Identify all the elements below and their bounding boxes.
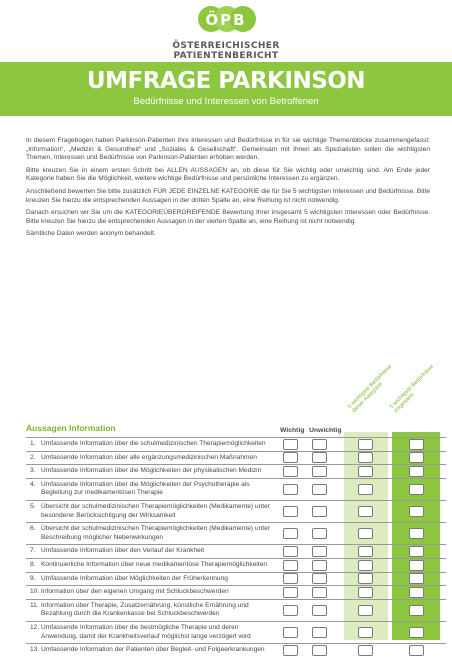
overall-top5-checkbox[interactable] [409, 528, 424, 539]
category-top5-checkbox[interactable] [358, 484, 373, 495]
row-text: Umfassende Information über die bestmögliche Therapie und deren Anwendung, damit der Krankheitsverlauf möglichst lange verzögert wird [41, 623, 251, 640]
overall-top5-checkbox[interactable] [409, 466, 424, 477]
wichtig-checkbox[interactable] [283, 627, 298, 638]
overall-top5-checkbox[interactable] [409, 506, 424, 517]
survey-table [26, 363, 446, 654]
row-text: Umfassende Information über alle ergänzungsmedizinischen Maßnahmen [41, 453, 257, 461]
overall-top5-checkbox[interactable] [409, 573, 424, 584]
wichtig-checkbox[interactable] [283, 452, 298, 463]
row-statement [26, 545, 270, 558]
category-top5-checkbox[interactable] [358, 546, 373, 557]
survey-row [26, 478, 446, 500]
survey-row [26, 572, 446, 586]
row-number: 13. [30, 646, 40, 654]
category-top5-checkbox[interactable] [358, 560, 373, 571]
intro-paragraph: Bitte kreuzen Sie in einem ersten Schritt bei ALLEN AUSSAGEN an, ob diese für Sie wichtig oder unwichtig sind. Am Ende jeder Kategorie haben Sie die Möglichkeit, weitere wichtige Bedürfnisse und persönliche Interessen zu ergänzen. [26, 166, 430, 183]
row-text: Umfassende Information über den Verlauf der Krankheit [41, 547, 205, 555]
survey-rows [26, 437, 446, 657]
unwichtig-checkbox[interactable] [312, 528, 327, 539]
logo-line-2: PATIENTENBERICHT [173, 51, 279, 61]
row-number: 2. [30, 453, 36, 461]
wichtig-checkbox[interactable] [283, 573, 298, 584]
survey-row [26, 464, 446, 478]
survey-row [26, 522, 446, 544]
row-text: Umfassende Information über die schulmedizinischen Therapiemöglichkeiten [41, 440, 266, 447]
category-top5-checkbox[interactable] [358, 605, 373, 616]
row-statement [26, 501, 270, 522]
survey-row [26, 621, 446, 643]
unwichtig-checkbox[interactable] [312, 484, 327, 495]
category-top5-checkbox[interactable] [358, 506, 373, 517]
title-banner [0, 62, 452, 116]
logo [0, 6, 452, 61]
row-statement [26, 586, 270, 599]
wichtig-checkbox[interactable] [283, 546, 298, 557]
unwichtig-checkbox[interactable] [312, 645, 327, 656]
row-text: Umfassende Information der Patienten über Begleit- und Folgeerkrankungen [41, 646, 265, 654]
section-title: Aussagen Information [26, 423, 116, 433]
intro-paragraph: Danach ersuchen wir Sie um die KATEGORIEÜBERGREIFENDE Bewertung Ihrer insgesamt 5 wichtigsten Interessen oder Bedürfnisse. Bitte kreuzen Sie hierzu die entsprechenden Aussagen in der vierten Spalte an, eine Reihung ist nicht notwendig. [26, 209, 430, 225]
overall-top5-checkbox[interactable] [409, 627, 424, 638]
category-top5-checkbox[interactable] [358, 627, 373, 638]
overall-top5-checkbox[interactable] [409, 560, 424, 571]
wichtig-checkbox[interactable] [283, 484, 298, 495]
wichtig-checkbox[interactable] [283, 645, 298, 656]
wichtig-checkbox[interactable] [283, 528, 298, 539]
row-statement [26, 523, 270, 544]
intro-text [26, 137, 430, 243]
row-text: Umfassende Information über die Möglichkeiten der physikalischen Medizin [41, 467, 262, 475]
row-statement [26, 438, 270, 451]
unwichtig-checkbox[interactable] [312, 587, 327, 598]
survey-row [26, 599, 446, 621]
unwichtig-checkbox[interactable] [312, 466, 327, 477]
row-number: 8. [30, 560, 36, 568]
survey-row [26, 585, 446, 599]
intro-paragraph: In diesem Fragebogen haben Parkinson-Patienten ihre Interessen und Bedürfnisse in für sie wichtige Themenblöcke zusammengefasst: „Information“, „Medizin & Gesundheit“ und „Soziales & Gesellschaft“. Gemeinsam mit Ihnen als Spezialisten sollen die wichtigsten Themen, Interessen und Bedürfnisse von Parkinson-Patienten erhoben werden. [26, 137, 430, 162]
category-top5-checkbox[interactable] [358, 645, 373, 656]
wichtig-checkbox[interactable] [283, 560, 298, 571]
wichtig-checkbox[interactable] [283, 439, 298, 450]
unwichtig-checkbox[interactable] [312, 546, 327, 557]
survey-row [26, 643, 446, 657]
column-header-category-top5: 5 wichtigste Bedürfnisse dieser Kategorie [346, 363, 394, 415]
survey-row [26, 500, 446, 522]
row-statement [26, 559, 270, 572]
unwichtig-checkbox[interactable] [312, 627, 327, 638]
category-top5-checkbox[interactable] [358, 587, 373, 598]
overall-top5-checkbox[interactable] [409, 452, 424, 463]
row-statement [26, 573, 270, 586]
row-number: 12. [30, 623, 40, 631]
row-text: Übersicht der schulmedizinischen Therapiemöglichkeiten (Medikamente) unter besonderer Berücksichtigung der Wirksamkeit [41, 502, 270, 519]
logo-badge-text: ÖPB [205, 11, 247, 29]
row-text: Umfassende Information über die Möglichkeiten der Psychotherapie als Begleitung zur medikamentösen Therapie [41, 480, 250, 497]
category-top5-checkbox[interactable] [358, 528, 373, 539]
overall-top5-checkbox[interactable] [409, 605, 424, 616]
column-header-unwichtig: Unwichtig [309, 427, 342, 434]
row-statement [26, 479, 270, 500]
row-text: Übersicht der schulmedizinischen Therapiemöglichkeiten (Medikamente) unter Beschreibung möglicher Nebenwirkungen [41, 525, 270, 541]
row-statement [26, 644, 270, 657]
overall-top5-checkbox[interactable] [409, 645, 424, 656]
logo-badge [194, 6, 258, 36]
wichtig-checkbox[interactable] [283, 466, 298, 477]
row-number: 4. [30, 480, 36, 488]
row-number: 6. [30, 525, 36, 533]
intro-paragraph: Anschließend bewerten Sie bitte zusätzlich FÜR JEDE EINZELNE KATEGORIE die für Sie 5 wichtigsten Interessen und Bedürfnisse. Bitte kreuzen Sie hierzu die entsprechenden Aussagen in der dritten Spalte an, eine Reihung ist nicht notwendig. [26, 187, 430, 204]
row-statement [26, 600, 270, 621]
category-top5-checkbox[interactable] [358, 466, 373, 477]
row-statement [26, 622, 270, 643]
row-number: 9. [30, 574, 36, 582]
category-top5-checkbox[interactable] [358, 452, 373, 463]
row-text: Information über Therapie, Zusatzernährung, künstliche Ernährung und Bezahlung durch die Krankenkasse bei Schluckbeschwerden [41, 601, 249, 618]
row-number: 3. [30, 467, 36, 475]
unwichtig-checkbox[interactable] [312, 439, 327, 450]
overall-top5-checkbox[interactable] [409, 484, 424, 495]
row-number: 1. [30, 440, 36, 447]
unwichtig-checkbox[interactable] [312, 605, 327, 616]
page-subtitle: Bedürfnisse und Interessen von Betroffenen [133, 96, 319, 107]
unwichtig-checkbox[interactable] [312, 573, 327, 584]
wichtig-checkbox[interactable] [283, 605, 298, 616]
survey-row [26, 558, 446, 572]
logo-line-1: ÖSTERREICHISCHER [172, 41, 280, 51]
survey-row [26, 437, 446, 451]
intro-paragraph: Sämtliche Daten werden anonym behandelt. [26, 230, 156, 238]
row-text: Umfassende Information über Möglichkeiten der Früherkennung [41, 574, 228, 582]
row-statement [26, 452, 270, 465]
overall-top5-checkbox[interactable] [409, 587, 424, 598]
row-number: 7. [30, 547, 36, 555]
row-number: 5. [30, 502, 36, 510]
overall-top5-checkbox[interactable] [409, 546, 424, 557]
survey-row [26, 451, 446, 465]
row-number: 10. [30, 588, 40, 596]
survey-row [26, 544, 446, 558]
column-header-wichtig: Wichtig [280, 427, 305, 434]
unwichtig-checkbox[interactable] [312, 560, 327, 571]
row-statement [26, 465, 270, 478]
wichtig-checkbox[interactable] [283, 587, 298, 598]
row-number: 11. [30, 601, 39, 609]
unwichtig-checkbox[interactable] [312, 452, 327, 463]
wichtig-checkbox[interactable] [283, 506, 298, 517]
row-text: Information über den eigenen Umgang mit Schluckbeschwerden [41, 588, 229, 596]
overall-top5-checkbox[interactable] [409, 439, 424, 450]
category-top5-checkbox[interactable] [358, 573, 373, 584]
category-top5-checkbox[interactable] [358, 439, 373, 450]
column-header-overall-top5: 5 wichtigste Bedürfnisse insgesamt [388, 363, 436, 415]
unwichtig-checkbox[interactable] [312, 506, 327, 517]
page-title: UMFRAGE PARKINSON [86, 68, 366, 94]
row-text: Kontinuierliche Information über neue medikamentöse Therapiemöglichkeiten [41, 560, 268, 568]
